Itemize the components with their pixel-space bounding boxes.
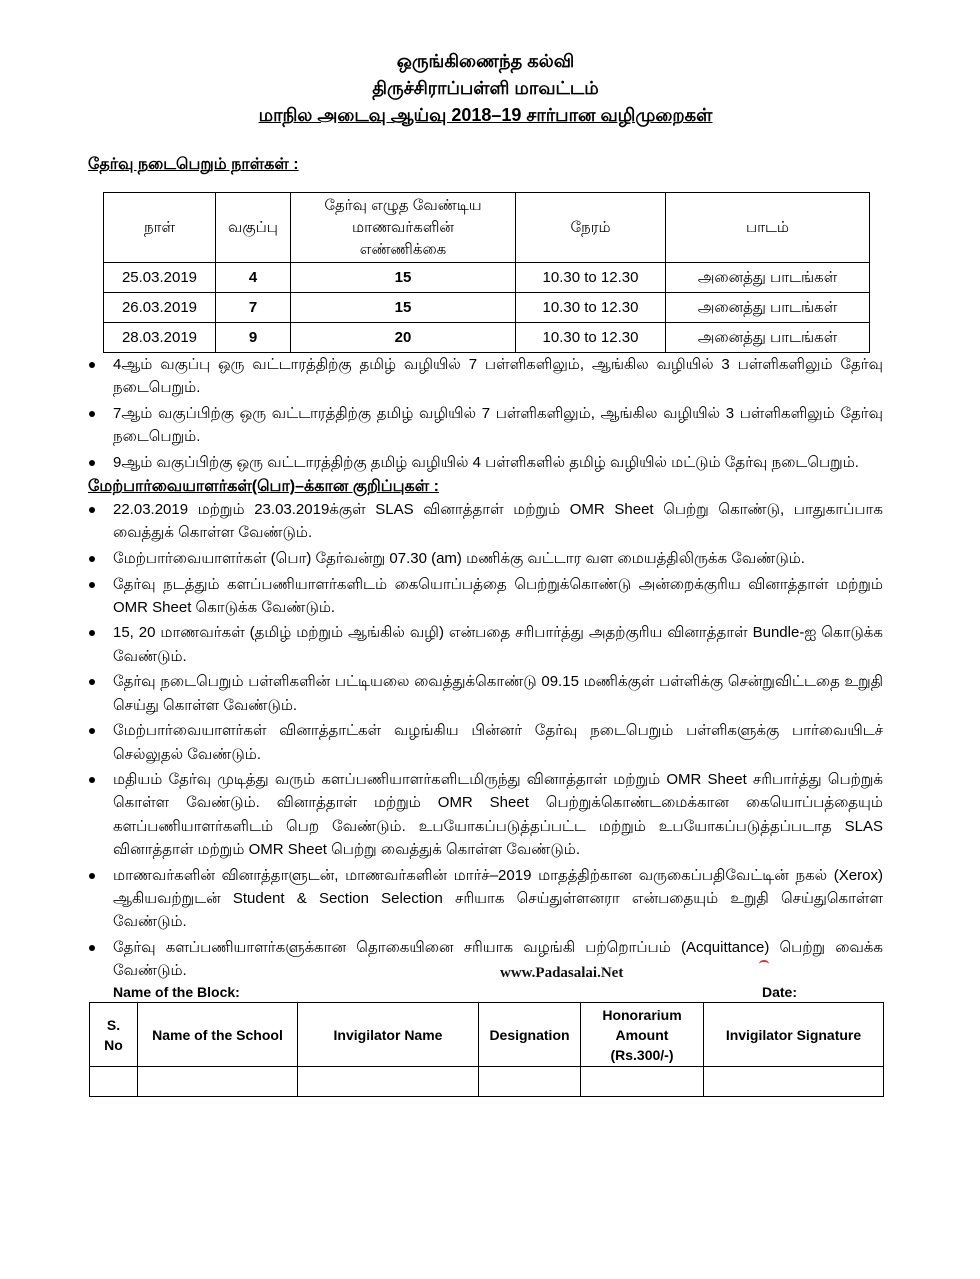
- cell-date: 28.03.2019: [104, 323, 216, 353]
- site-watermark: www.Padasalai.Net: [500, 965, 624, 981]
- cell-time: 10.30 to 12.30: [516, 323, 666, 353]
- list-item: [88, 353, 883, 400]
- cell-school-name: [138, 1067, 298, 1097]
- bullet-icon: [89, 507, 95, 513]
- invigilator-table: [89, 1002, 884, 1097]
- cell-student-count: 15: [291, 293, 516, 323]
- block-name-label: Name of the Block:: [113, 984, 240, 1001]
- cell-honorarium: [581, 1067, 704, 1097]
- list-item-text: மேற்பார்வையாளர்கள் வினாத்தாட்கள் வழங்கிய பின்னர் தேர்வு நடைபெறும் பள்ளிகளுக்கு பார்வையிடச் செல்லுதல் வேண்டும்.: [113, 722, 883, 763]
- cell-subject: அனைத்து பாடங்கள்: [666, 323, 870, 353]
- document-content: [88, 48, 883, 1097]
- list-item: [88, 768, 883, 861]
- cell-time: 10.30 to 12.30: [516, 263, 666, 293]
- cell-student-count: 15: [291, 263, 516, 293]
- list-item-text: 7ஆம் வகுப்பிற்கு ஒரு வட்டாரத்திற்கு தமிழ் வழியில் 7 பள்ளிகளிலும், ஆங்கில வழியில் 3 பள்ளிகளிலும் தேர்வு நடைபெறும்.: [113, 404, 883, 446]
- title-line-district: திருச்சிராப்பள்ளி மாவட்டம்: [372, 78, 599, 98]
- table-row: [104, 263, 870, 293]
- cell-invigilator-name: [298, 1067, 479, 1097]
- list-item-text: 15, 20 மாணவர்கள் (தமிழ் மற்றும் ஆங்கில் வழி) என்பதை சரிபார்த்து அதற்குரிய வினாத்தாள் Bundle-ஐ கொடுக்க வேண்டும்.: [113, 624, 883, 665]
- cell-serial-number: [90, 1067, 138, 1097]
- document-title: [88, 48, 883, 129]
- list-item: [88, 498, 883, 545]
- table-row: [104, 293, 870, 323]
- header-invigilator-name: Invigilator Name: [298, 1003, 479, 1067]
- block-date-line: [88, 983, 883, 1001]
- list-item: [88, 402, 883, 449]
- cell-subject: அனைத்து பாடங்கள்: [666, 263, 870, 293]
- list-item: [88, 670, 883, 717]
- list-item: [88, 719, 883, 766]
- list-item: [88, 547, 883, 570]
- cell-time: 10.30 to 12.30: [516, 293, 666, 323]
- cell-date: 26.03.2019: [104, 293, 216, 323]
- bullet-icon: [89, 630, 95, 636]
- bullet-icon: [89, 728, 95, 734]
- list-item: [88, 621, 883, 668]
- cell-date: 25.03.2019: [104, 263, 216, 293]
- list-item-text: தேர்வு நடத்தும் களப்பணியாளர்களிடம் கையொப்பத்தை பெற்றுக்கொண்டு அன்றைக்குரிய வினாத்தாள் மற்றும் OMR Sheet கொடுக்க வேண்டும்.: [113, 575, 883, 616]
- bullet-icon: [89, 411, 95, 417]
- header-designation: Designation: [479, 1003, 581, 1067]
- title-line-subject: மாநில அடைவு ஆய்வு 2018–19 சார்பான வழிமுறைகள்: [258, 105, 713, 125]
- list-item-text: தேர்வு களப்பணியாளர்களுக்கான தொகையினை சரியாக வழங்கி பற்றொப்பம் (Acquittance) பெற்று வைக்க வேண்டும்.: [113, 938, 883, 980]
- cell-class: 9: [216, 323, 291, 353]
- header-honorarium: Honorarium Amount (Rs.300/-): [581, 1003, 704, 1067]
- list-item-text: மதியம் தேர்வு முடித்து வரும் களப்பணியாளர்களிடமிருந்து வினாத்தாள் மற்றும் OMR Sheet சரிபார்த்து பெற்றுக் கொள்ள வேண்டும். வினாத்தாள் மற்றும் OMR Sheet பெற்றுக்கொண்டமைக்கான கையொப்பத்தையும் களப்பணியாளர்களிடம் பெற வேண்டும். உபயோகப்படுத்தப்பட்ட மற்றும் உபயோகப்படுத்தப்படாத SLAS வினாத்தாள் மற்றும் OMR Sheet பெற்று வைத்துக் கொள்ள வேண்டும்.: [113, 771, 883, 859]
- supervisor-notes-heading: மேற்பார்வையாளர்கள்(பொ)–க்கான குறிப்புகள் :: [88, 478, 439, 496]
- header-class: வகுப்பு: [216, 193, 291, 263]
- bullet-icon: [89, 945, 95, 951]
- list-item: [88, 573, 883, 620]
- list-item-text: 22.03.2019 மற்றும் 23.03.2019க்குள் SLAS வினாத்தாள் மற்றும் OMR Sheet பெற்று கொண்டு, பாதுகாப்பாக வைத்துக் கொள்ள வேண்டும்.: [113, 501, 883, 542]
- cell-student-count: 20: [291, 323, 516, 353]
- list-item-text: மாணவர்களின் வினாத்தாளுடன், மாணவர்களின் மார்ச்–2019 மாதத்திற்கான வருகைப்பதிவேட்டின் நகல் (Xerox) ஆகியவற்றுடன் Student & Section Selection சரியாக செய்துள்ளனரா என்பதையும் உறுதி செய்துகொள்ள வேண்டும்.: [113, 866, 883, 931]
- title-line-scheme: ஒருங்கிணைந்த கல்வி: [396, 51, 575, 71]
- red-mark-decoration: [759, 960, 769, 968]
- exam-notes-list: [88, 353, 883, 474]
- bullet-icon: [89, 679, 95, 685]
- table-header-row: [90, 1003, 884, 1067]
- header-serial-number: S. No: [90, 1003, 138, 1067]
- list-item-text: 4ஆம் வகுப்பு ஒரு வட்டாரத்திற்கு தமிழ் வழியில் 7 பள்ளிகளிலும், ஆங்கில வழியில் 3 பள்ளிகளிலும் தேர்வு நடைபெறும்.: [113, 356, 883, 397]
- cell-class: 4: [216, 263, 291, 293]
- exam-dates-table: [103, 192, 870, 353]
- supervisor-notes-list: [88, 498, 883, 982]
- table-row: [104, 323, 870, 353]
- header-signature: Invigilator Signature: [704, 1003, 884, 1067]
- table-header-row: [104, 193, 870, 263]
- bullet-icon: [89, 582, 95, 588]
- date-label: Date:: [762, 984, 798, 1001]
- list-item: [88, 451, 883, 474]
- list-item-text: 9ஆம் வகுப்பிற்கு ஒரு வட்டாரத்திற்கு தமிழ் வழியில் 4 பள்ளிகளில் தமிழ் வழியில் மட்டும் தேர்வு நடைபெறும்.: [113, 453, 859, 471]
- bullet-icon: [89, 362, 95, 368]
- cell-class: 7: [216, 293, 291, 323]
- cell-designation: [479, 1067, 581, 1097]
- list-item-text: தேர்வு நடைபெறும் பள்ளிகளின் பட்டியலை வைத்துக்கொண்டு 09.15 மணிக்குள் பள்ளிக்கு சென்றுவிட்டதை உறுதி செய்து கொள்ள வேண்டும்.: [113, 673, 883, 714]
- cell-signature: [704, 1067, 884, 1097]
- header-student-count: தேர்வு எழுத வேண்டிய மாணவர்களின் எண்ணிக்கை: [291, 193, 516, 263]
- exam-dates-heading: தேர்வு நடைபெறும் நாள்கள் :: [88, 156, 299, 173]
- table-row: [90, 1067, 884, 1097]
- bullet-icon: [89, 777, 95, 783]
- bullet-icon: [89, 460, 95, 466]
- list-item-text: மேற்பார்வையாளர்கள் (பொ) தேர்வன்று 07.30 (am) மணிக்கு வட்டார வள மையத்திலிருக்க வேண்டும்.: [113, 549, 805, 567]
- header-school-name: Name of the School: [138, 1003, 298, 1067]
- header-time: நேரம்: [516, 193, 666, 263]
- header-date: நாள்: [104, 193, 216, 263]
- bullet-icon: [89, 873, 95, 879]
- list-item: [88, 864, 883, 934]
- header-subject: பாடம்: [666, 193, 870, 263]
- bullet-icon: [89, 556, 95, 562]
- cell-subject: அனைத்து பாடங்கள்: [666, 293, 870, 323]
